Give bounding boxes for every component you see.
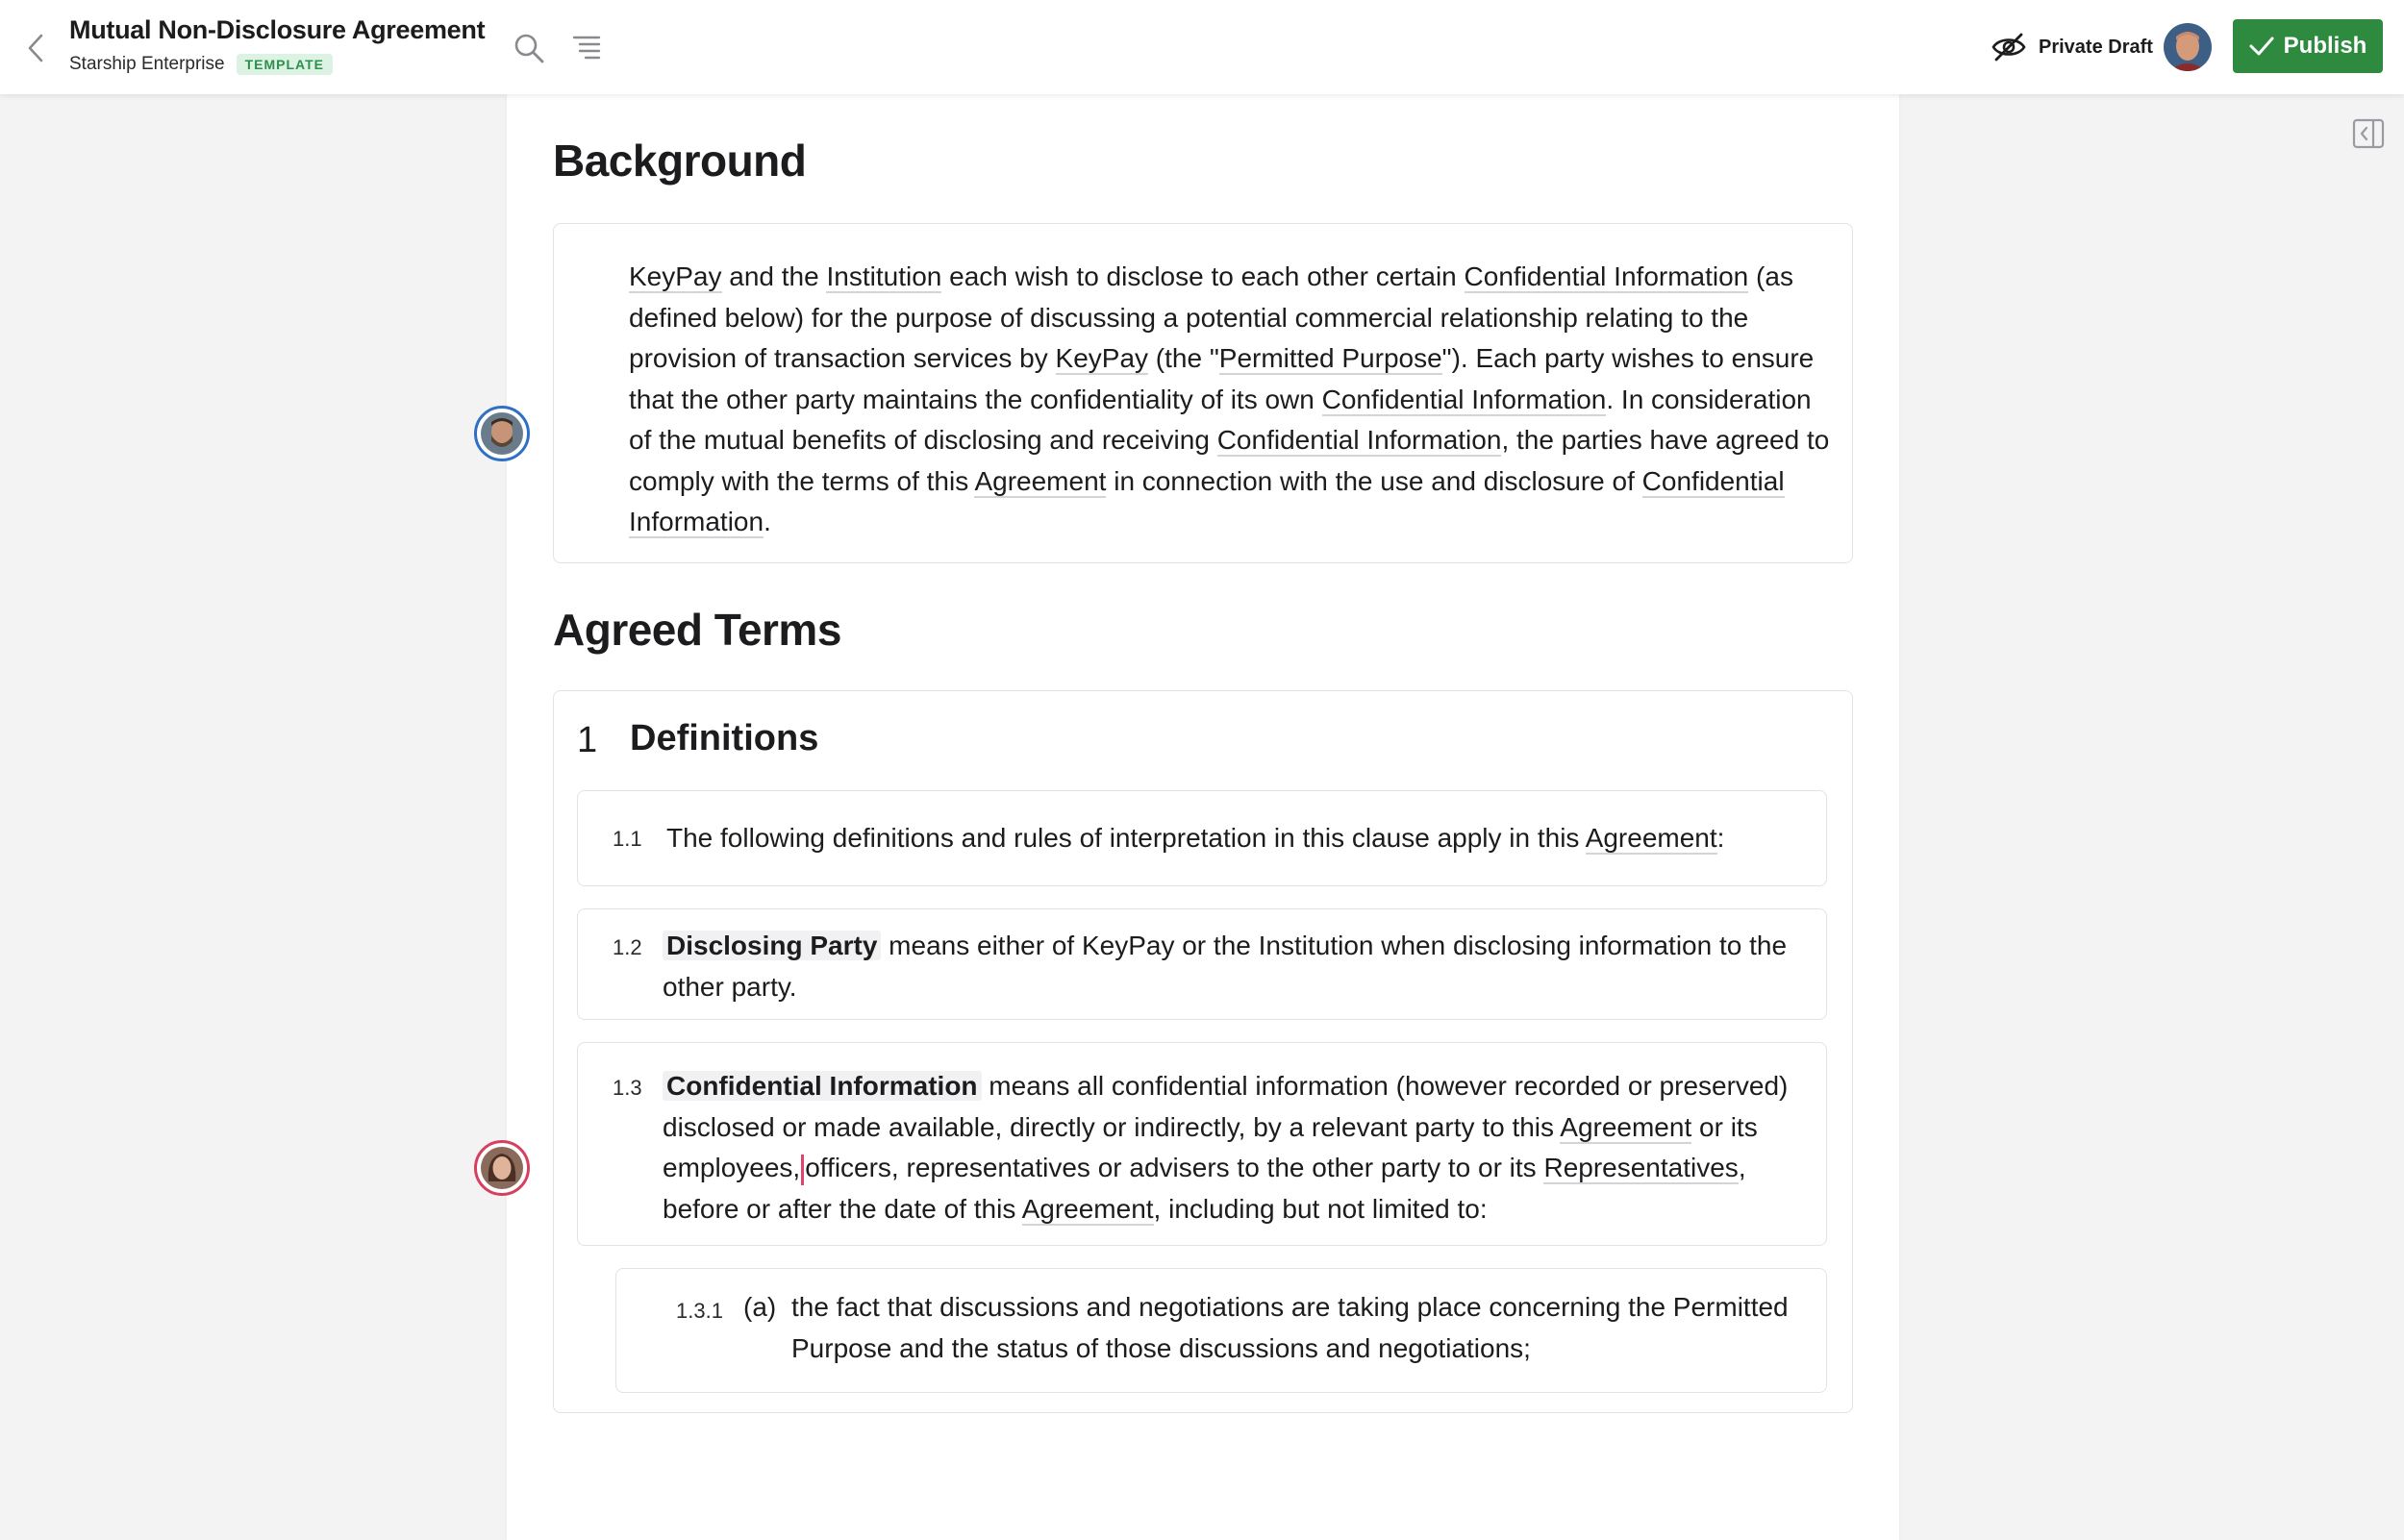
sidebar-toggle-button[interactable] — [2352, 117, 2385, 150]
text-run: "). Each party wishes to ensure that the other party maintains the confidentiality of its own — [629, 343, 1815, 414]
background-paragraph[interactable] — [629, 257, 1831, 543]
sidebar-collapse-icon — [2352, 117, 2385, 150]
collaborator-presence-avatar[interactable] — [474, 1140, 530, 1196]
check-icon — [2249, 36, 2274, 57]
workspace-name: Starship Enterprise — [69, 54, 225, 74]
clause-label: (a) — [743, 1292, 777, 1322]
text-run: (as defined below) for the purpose of discussing a potential commercial relationship relating to the provision of transaction services by — [629, 261, 1793, 373]
text-run: (the " — [1148, 343, 1219, 373]
defined-term-link[interactable]: Confidential Information — [1216, 425, 1502, 455]
text-run: each wish to disclose to each other certain — [941, 261, 1465, 291]
clause-text[interactable] — [663, 1066, 1807, 1230]
text-run: , before or after the date of this — [663, 1153, 1746, 1224]
clause-1-3[interactable] — [577, 1042, 1827, 1246]
outline-button[interactable] — [567, 29, 606, 67]
defined-term-link[interactable]: KeyPay — [629, 261, 722, 291]
clause-text[interactable] — [663, 926, 1797, 1007]
collaborator-portrait — [477, 1143, 527, 1193]
chevron-left-icon — [26, 33, 45, 63]
text-run: and the — [721, 261, 827, 291]
clause-number: 1.2 — [613, 935, 642, 959]
clause-1-3-1[interactable] — [615, 1268, 1827, 1393]
text-run: in connection with the use and disclosure of — [1106, 465, 1642, 496]
text-run: means either of KeyPay or the Institution when disclosing information to the other party. — [663, 931, 1788, 1002]
text-run: means all confidential information (however recorded or preserved) disclosed or made available, directly or indirectly, by a relevant party to this — [663, 1071, 1789, 1142]
eye-off-icon — [1991, 32, 2027, 62]
clause-number: 1.1 — [613, 827, 642, 851]
definition-term[interactable]: Confidential Information — [663, 1071, 982, 1101]
text-run: or its employees, — [663, 1111, 1758, 1182]
clause-text[interactable]: the fact that discussions and negotiations are taking place concerning the Permitted Purpose and the status of those discussions and negotiations; — [791, 1292, 1789, 1363]
clause-1-2[interactable] — [577, 908, 1827, 1020]
clause-text[interactable] — [666, 818, 1801, 859]
avatar-portrait — [2164, 23, 2212, 71]
publish-button[interactable] — [2233, 19, 2383, 73]
publish-label: Publish — [2283, 33, 2367, 59]
defined-term-link[interactable]: Confidential Information — [1321, 384, 1607, 414]
section-number: 1 — [577, 720, 598, 760]
outline-icon — [572, 34, 601, 62]
collaborator-cursor — [801, 1155, 804, 1185]
document-title: Mutual Non-Disclosure Agreement — [69, 15, 486, 44]
document-subtitle — [69, 54, 333, 75]
text-run: . In consideration of the mutual benefits of disclosing and receiving — [629, 384, 1812, 455]
defined-term-link[interactable]: Confidential Information — [629, 465, 1785, 536]
private-draft-label: Private Draft — [2039, 36, 2153, 58]
search-icon — [513, 32, 545, 64]
defined-term-link[interactable]: Agreement — [1560, 1111, 1692, 1142]
defined-term-link[interactable]: Permitted Purpose — [1218, 343, 1442, 373]
background-block[interactable] — [553, 223, 1853, 563]
defined-term-link[interactable]: Confidential Information — [1464, 261, 1749, 291]
defined-term-link[interactable]: KeyPay — [1055, 343, 1149, 373]
text-run: , the parties have agreed to comply with the terms of this — [629, 425, 1830, 496]
text-run: : — [1716, 823, 1725, 853]
template-badge: TEMPLATE — [237, 54, 333, 75]
private-draft-toggle[interactable] — [1991, 27, 2153, 67]
section-title: Definitions — [630, 718, 819, 758]
defined-term-link[interactable]: Agreement — [1021, 1193, 1154, 1224]
defined-term-link[interactable]: Institution — [826, 261, 942, 291]
clause-number: 1.3.1 — [676, 1299, 723, 1323]
top-bar — [0, 0, 2404, 94]
collaborator-presence-avatar[interactable] — [474, 406, 530, 461]
collaborator-portrait — [477, 409, 527, 459]
back-button[interactable] — [19, 29, 52, 67]
clause-number: 1.3 — [613, 1076, 642, 1100]
text-run: . — [764, 507, 771, 536]
search-button[interactable] — [510, 29, 548, 67]
clause-1-1[interactable] — [577, 790, 1827, 886]
text-run: officers, representatives or advisers to the other party to or its — [805, 1153, 1544, 1182]
background-heading: Background — [553, 136, 807, 186]
defined-term-link[interactable]: Representatives — [1543, 1153, 1739, 1182]
definition-term[interactable]: Disclosing Party — [663, 931, 881, 960]
text-run: The following definitions and rules of interpretation in this clause apply in this — [666, 823, 1586, 853]
defined-term-link[interactable]: Agreement — [1585, 823, 1717, 853]
user-avatar[interactable] — [2164, 23, 2212, 71]
agreed-terms-heading: Agreed Terms — [553, 605, 841, 655]
defined-term-link[interactable]: Agreement — [974, 465, 1107, 496]
text-run: , including but not limited to: — [1153, 1193, 1488, 1224]
